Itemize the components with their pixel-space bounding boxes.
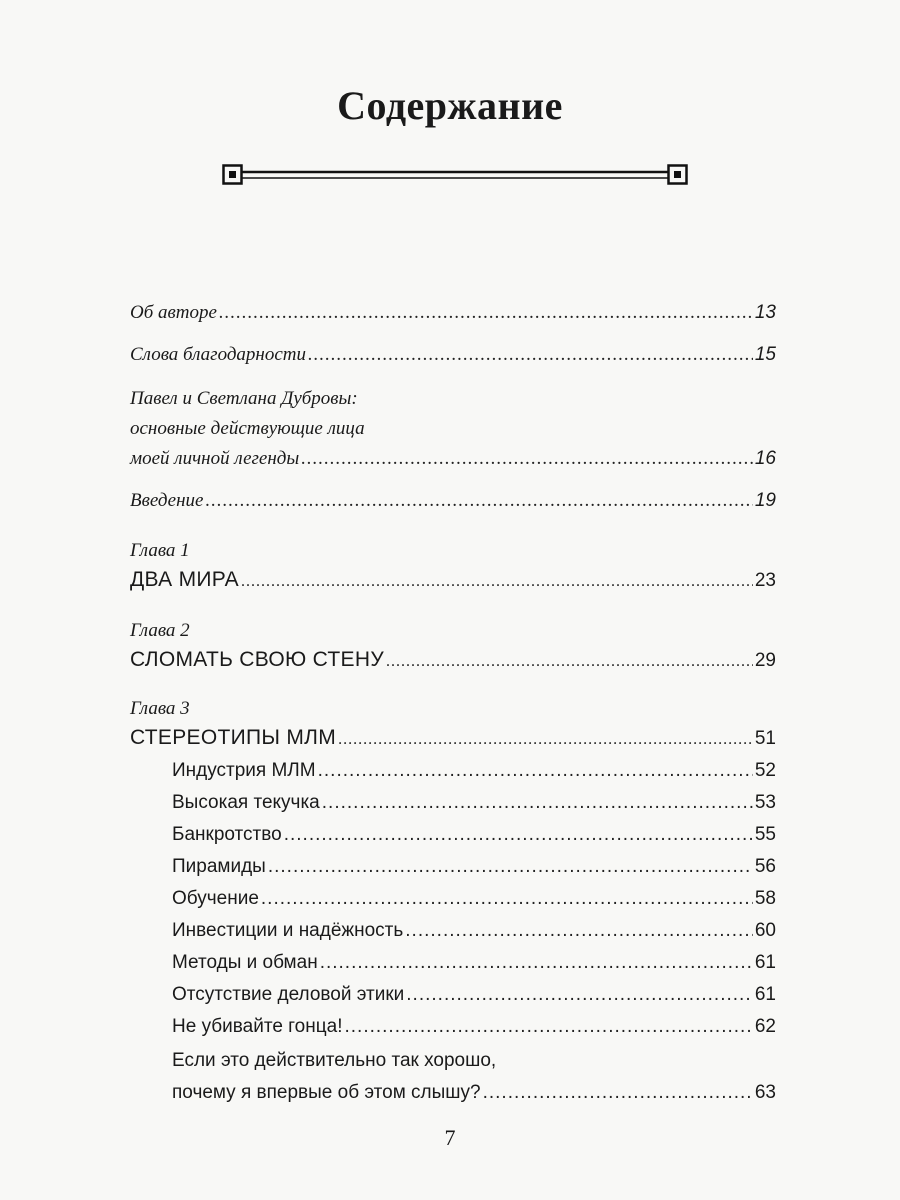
toc-entry-page: 13: [754, 302, 776, 323]
toc-entry-label: Высокая текучка: [172, 792, 320, 813]
toc-entry-label: Введение: [130, 490, 204, 511]
toc-entry-page: 53: [754, 792, 776, 813]
toc-entry-page: 29: [754, 650, 776, 671]
chapter-2-label: Глава 2: [130, 620, 190, 641]
toc-section-investments[interactable]: [172, 920, 776, 942]
toc-entry-label: Слова благодарности: [130, 344, 307, 365]
dot-leader: [405, 920, 753, 942]
toc-entry-page: 62: [754, 1016, 776, 1037]
toc-entry-page: 61: [754, 952, 776, 973]
toc-entry-page: 61: [754, 984, 776, 1005]
dot-leader: [241, 573, 753, 591]
dot-leader: [344, 1016, 752, 1038]
toc-entry-label: почему я впервые об этом слышу?: [172, 1082, 481, 1103]
dot-leader: [308, 344, 753, 366]
toc-entry-acknowledgements[interactable]: [130, 344, 776, 366]
toc-entry-label: Индустрия МЛМ: [172, 760, 316, 781]
page-number: 7: [444, 1125, 456, 1150]
toc-entry-page: 52: [754, 760, 776, 781]
toc-entry-page: 19: [754, 490, 776, 511]
dot-leader: [268, 856, 753, 878]
toc-entry-chapter-1[interactable]: [130, 568, 776, 592]
dot-leader: [318, 760, 753, 782]
chapter-3-label: Глава 3: [130, 698, 190, 719]
dot-leader: [219, 302, 753, 324]
toc-section-mlm-industry[interactable]: [172, 760, 776, 782]
dot-leader: [386, 653, 753, 671]
toc-entry-page: 55: [754, 824, 776, 845]
toc-section-training[interactable]: [172, 888, 776, 910]
toc-section-first-time[interactable]: [172, 1082, 776, 1104]
toc-entry-label: Пирамиды: [172, 856, 266, 877]
dot-leader: [205, 490, 752, 512]
toc-entry-label: Не убивайте гонца!: [172, 1016, 343, 1037]
chapter-title: СЛОМАТЬ СВОЮ СТЕНУ: [130, 648, 384, 671]
toc-entry-page: 23: [754, 570, 776, 591]
toc-entry-label: Банкротство: [172, 824, 282, 845]
toc-entry-label: Обучение: [172, 888, 259, 909]
toc-entry-label: Отсутствие деловой этики: [172, 984, 405, 1005]
toc-entry-chapter-3[interactable]: [130, 726, 776, 750]
title-ornament: [222, 164, 688, 186]
toc-entry-page: 51: [754, 728, 776, 749]
toc-entry-label: Об авторе: [130, 302, 217, 323]
dot-leader: [338, 731, 753, 749]
toc-entry-page: 58: [754, 888, 776, 909]
toc-entry-page: 16: [754, 448, 776, 469]
dot-leader: [301, 448, 753, 470]
chapter-title: СТЕРЕОТИПЫ МЛМ: [130, 726, 337, 749]
dot-leader: [320, 952, 753, 974]
toc-section-methods-deception[interactable]: [172, 952, 776, 974]
toc-entry-page: 15: [754, 344, 776, 365]
toc-section-high-turnover[interactable]: [172, 792, 776, 814]
page-title: Содержание: [337, 83, 563, 128]
toc-section-dont-kill-messenger[interactable]: [172, 1016, 776, 1038]
toc-entry-chapter-2[interactable]: [130, 648, 776, 672]
dot-leader: [284, 824, 753, 846]
toc-entry-page: 63: [754, 1082, 776, 1103]
toc-section-pyramids[interactable]: [172, 856, 776, 878]
toc-entry-label: Инвестиции и надёжность: [172, 920, 404, 941]
toc-section-business-ethics[interactable]: [172, 984, 776, 1006]
toc-entry-introduction[interactable]: [130, 490, 776, 512]
chapter-1-label: Глава 1: [130, 540, 190, 561]
chapter-title: ДВА МИРА: [130, 568, 239, 591]
dot-leader: [261, 888, 753, 910]
toc-entry-page: 60: [754, 920, 776, 941]
toc-entry-label: Методы и обман: [172, 952, 318, 973]
toc-entry-dubrovy-line1: Павел и Светлана Дубровы:: [130, 388, 358, 409]
dot-leader: [322, 792, 753, 814]
toc-entry-dubrovy[interactable]: [130, 448, 776, 470]
toc-section-bankruptcy[interactable]: [172, 824, 776, 846]
toc-entry-page: 56: [754, 856, 776, 877]
toc-entry-about-author[interactable]: [130, 302, 776, 324]
dot-leader: [406, 984, 753, 1006]
dot-leader: [483, 1082, 753, 1104]
toc-section-first-time-line1: Если это действительно так хорошо,: [172, 1050, 497, 1071]
toc-entry-label: моей личной легенды: [130, 448, 300, 469]
toc-entry-dubrovy-line2: основные действующие лица: [130, 418, 365, 439]
